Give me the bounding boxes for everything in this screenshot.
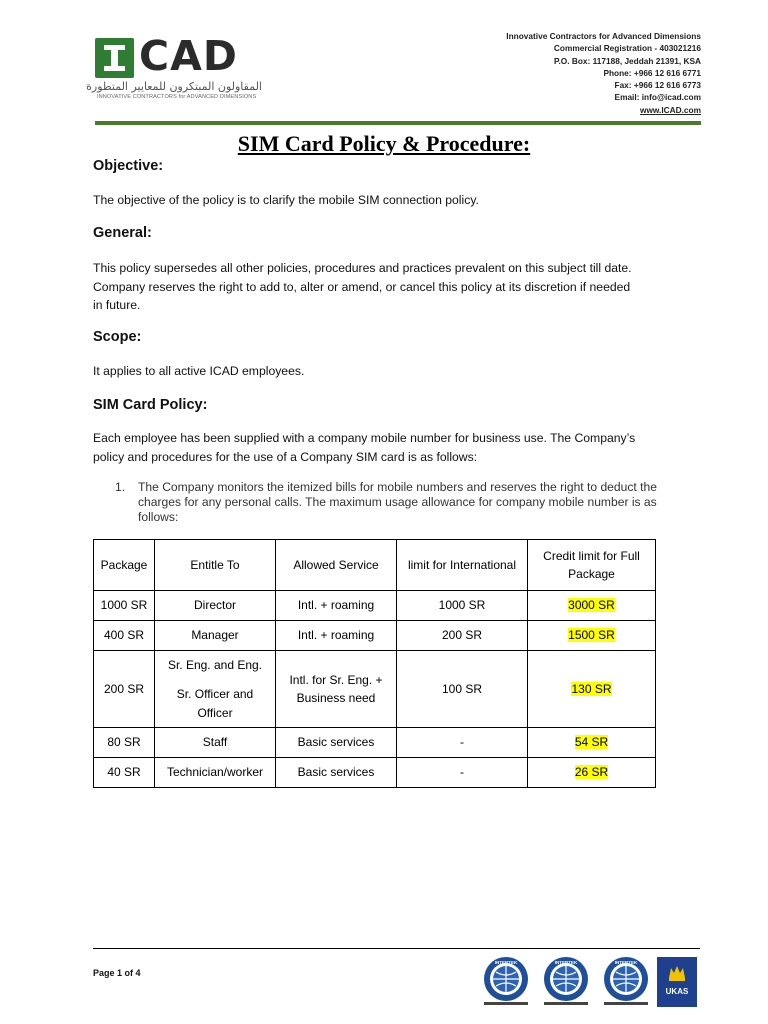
heading-objective: Objective: (93, 158, 164, 174)
table-cell: Director (155, 591, 276, 621)
general-text (93, 259, 683, 315)
website-link[interactable]: www.ICAD.com (639, 104, 701, 115)
logo-tagline: INNOVATIVE CONTRACTORS for ADVANCED DIMENSIONS (97, 94, 257, 100)
table-cell: 200 SR (94, 651, 155, 728)
table-cell (276, 651, 397, 728)
sim-policy-line: policy and procedures for the use of a Company SIM card is as follows: (93, 449, 478, 464)
heading-scope: Scope: (93, 329, 142, 345)
table-cell (528, 621, 656, 651)
table-cell: Intl. + roaming (276, 591, 397, 621)
list-item-text: The Company monitors the itemized bills for mobile numbers and reserves the right to deduct the charges for any personal calls. The maximum usage allowance for company mobile number is as follows: (138, 480, 657, 524)
badge-label: INTERTEK (614, 960, 638, 965)
email: Email: info@icad.com (614, 92, 701, 103)
entitle-line: Sr. Officer and Officer (176, 687, 254, 720)
intertek-certification-badge-icon (540, 955, 592, 1009)
highlighted-credit-limit: 1500 SR (568, 628, 615, 643)
badge-label: INTERTEK (494, 960, 518, 965)
table-row (94, 758, 656, 788)
sim-policy-line: Each employee has been supplied with a company mobile number for business use. The Company’s (93, 431, 636, 445)
header-cell: Allowed Service (276, 540, 397, 591)
ukas-accreditation-badge-icon (657, 957, 697, 1007)
table-cell: Technician/worker (155, 758, 276, 788)
general-line: in future. (93, 298, 141, 313)
certification-badges (480, 955, 700, 1010)
table-row (94, 651, 656, 728)
table-row (94, 621, 656, 651)
table-cell (155, 651, 276, 728)
company-logo (86, 32, 270, 104)
logo-arabic-text: المقاولون المبتكرون للمعايير المتطورة (86, 80, 262, 93)
table-cell: 80 SR (94, 728, 155, 758)
table-cell: 40 SR (94, 758, 155, 788)
highlighted-credit-limit: 26 SR (574, 765, 609, 780)
company-contact-block (506, 30, 701, 116)
header-cell: Credit limit for Full Package (528, 540, 656, 591)
highlighted-credit-limit: 130 SR (571, 681, 612, 696)
table-cell: 1000 SR (397, 591, 528, 621)
table-row (94, 728, 656, 758)
document-title: SIM Card Policy & Procedure: (237, 131, 531, 156)
service-line: Business need (296, 691, 376, 705)
general-line: Company reserves the right to add to, alter or amend, or cancel this policy at its discretion if needed (93, 279, 631, 294)
highlighted-credit-limit: 54 SR (574, 735, 609, 750)
po-box: P.O. Box: 117188, Jeddah 21391, KSA (554, 55, 701, 66)
highlighted-credit-limit: 3000 SR (568, 598, 615, 613)
table-cell (528, 728, 656, 758)
table-cell: Intl. + roaming (276, 621, 397, 651)
phone: Phone: +966 12 616 6771 (603, 67, 701, 78)
header-cell: Entitle To (155, 540, 276, 591)
fax: Fax: +966 12 616 6773 (614, 80, 701, 91)
table-cell (528, 651, 656, 728)
page-number: Page 1 of 4 (93, 968, 141, 978)
table-cell: Basic services (276, 758, 397, 788)
company-name: Innovative Contractors for Advanced Dimensions (506, 31, 701, 41)
table-cell (528, 591, 656, 621)
sim-policy-text (93, 429, 683, 466)
table-cell: 400 SR (94, 621, 155, 651)
commercial-registration: Commercial Registration - 403021216 (553, 43, 701, 54)
logo-wordmark: CAD (139, 32, 238, 80)
table-header-row (94, 540, 656, 591)
service-line: Intl. for Sr. Eng. + (289, 672, 383, 687)
list-item-number: 1. (115, 480, 126, 494)
general-line: This policy supersedes all other policies, procedures and practices prevalent on this subject till date. (93, 261, 632, 275)
header-cell: Package (94, 540, 155, 591)
scope-text: It applies to all active ICAD employees. (93, 364, 305, 378)
table-cell: Basic services (276, 728, 397, 758)
header-cell: limit for International (397, 540, 528, 591)
table-cell: - (397, 728, 528, 758)
table-cell (528, 758, 656, 788)
intertek-certification-badge-icon (480, 955, 532, 1009)
logo-mark-icon (95, 38, 134, 78)
table-row (94, 591, 656, 621)
badge-label: INTERTEK (554, 960, 578, 965)
ukas-label: UKAS (665, 987, 689, 996)
entitle-line: Sr. Eng. and Eng. (167, 657, 263, 672)
table-cell: 1000 SR (94, 591, 155, 621)
table-cell: 200 SR (397, 621, 528, 651)
intertek-certification-badge-icon (600, 955, 652, 1009)
table-cell: Staff (155, 728, 276, 758)
heading-general: General: (93, 225, 152, 241)
footer-divider (93, 948, 700, 949)
table-cell: 100 SR (397, 651, 528, 728)
objective-text: The objective of the policy is to clarify the mobile SIM connection policy. (93, 193, 479, 207)
header-divider (95, 121, 701, 125)
table-cell: - (397, 758, 528, 788)
table-cell: Manager (155, 621, 276, 651)
heading-sim-card-policy: SIM Card Policy: (93, 397, 208, 413)
usage-allowance-table (93, 539, 656, 788)
